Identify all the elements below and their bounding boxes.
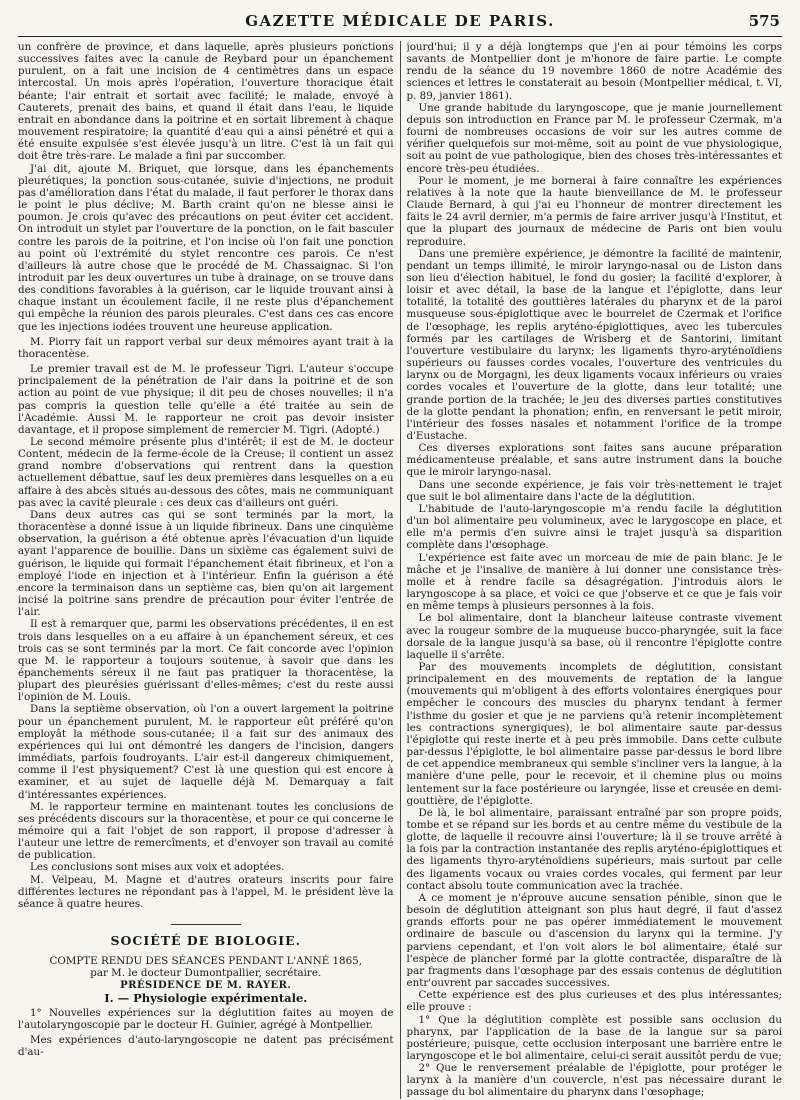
column-divider: [400, 41, 401, 1099]
paragraph: M. Velpeau, M. Magne et d'autres orateurs inscrits pour faire différentes lectures ne répondant pas à l'appel, M. le président lève la séance à quatre heures.: [18, 873, 394, 910]
paragraph: De là, le bol alimentaire, paraissant entraîné par son propre poids, tombe et se répand sur les bords et au centre même du vestibule de la glotte, de laquelle il recouvre ainsi l'ouverture; là il se trouve arrêté à la fois par la contraction instantanée des replis aryténo-épiglottiques et des ligaments thyro-aryténoïdiens supérieurs, mais surtout par celle des ligaments vocaux ou vraies cordes vocales, qui ferment par leur contact absolu toute communication avec la trachée.: [406, 806, 782, 892]
paragraph: Pour le moment, je me bornerai à faire connaître les expériences relatives à la note que la haute bienveillance de M. le professeur Claude Bernard, à qui j'ai eu l'honneur de montrer directement les faits le 24 avril dernier, m'a permis de faire arriver jusqu'à l'Institut, et que la plupart des journaux de médecine de Paris ont bien voulu reproduire.: [406, 174, 782, 248]
paragraph: Une grande habitude du laryngoscope, que je manie journellement depuis son introduction en France par M. le professeur Czermak, m'a fourni de nombreuses occasions de voir sur les autres comme de vérifier quelquefois sur moi-même, soit au point de vue physiologique, soit au point de vue pathologique, bien des choses très-intéressantes et encore très-peu étudiées.: [406, 101, 782, 175]
paragraph: M. Piorry fait un rapport verbal sur deux mémoires ayant trait à la thoracentèse.: [18, 335, 394, 360]
paragraph: Il est à remarquer que, parmi les observations précédentes, il en est trois dans lesquelles on a eu affaire à un épanchement séreux, et ces trois cas se sont terminés par la mort. Ce fait concorde avec l'opinion que M. le rapporteur a toujours soutenue, à savoir que dans les épanchements séreux il ne faut pas pratiquer la thoracentèse, la plupart des pleurésies guérissant d'elles-mêmes; c'est du reste aussi l'opinion de M. Louis.: [18, 618, 394, 704]
paragraph: J'ai dit, ajoute M. Briquet, que lorsque, dans les épanchements pleurétiques, la ponction sous-cutanée, suivie d'injections, ne produit pas d'amélioration dans l'état du malade, il faut perforer le thorax dans le point le plus déclive; M. Barth craint qu'on ne blesse ainsi le poumon. Je crois qu'avec des précautions on peut éviter cet accident. On introduit un stylet par l'ouverture de la ponction, on le fait basculer contre les parois de la poitrine, et l'on incise où l'on fait une ponction au point où l'extrémité du stylet rencontre ces parois. Ce n'est d'ailleurs là autre chose que le procédé de M. Chassaignac. Si l'on introduit par les deux ouvertures un tube à drainage, on se trouve dans des conditions favorables à la guérison, car le liquide trouvant ainsi à chaque instant un écoulement facile, il ne reste plus d'épanchement qui empêche la réunion des parois pleurales. C'est dans ces cas encore que les injections iodées trouvent une heureuse application.: [18, 162, 394, 333]
paragraph: Dans deux autres cas qui se sont terminés par la mort, la thoracentèse a donné issue à un liquide fibrineux. Dans une cinquième observation, la guérison a été obtenue après l'évacuation d'un liquide ayant l'apparence de bouillie. Dans un sixième cas également suivi de guérison, le liquide qui formait l'épanchement était fibrineux, et l'on a employé l'iode en injection et à l'intérieur. Enfin la guérison a été encore la terminaison dans un septième cas, bien qu'on ait largement incisé la poitrine sans prendre de précaution pour éviter l'entrée de l'air.: [18, 508, 394, 619]
section-title: SOCIÉTÉ DE BIOLOGIE.: [110, 933, 302, 949]
paragraph: L'expérience est faite avec un morceau de mie de pain blanc. Je le mâche et je l'insalive de manière à lui donner une consistance très-molle et à rendre facile sa désagrégation. J'introduis alors le laryngoscope à sa place, et voici ce que j'observe et ce que je fais voir en même temps à plusieurs personnes à la fois.: [406, 551, 782, 613]
paragraph: Mes expériences d'auto-laryngoscopie ne datent pas précisément d'au-: [18, 1034, 394, 1059]
paragraph: 1° Que la déglutition complète est possible sans occlusion du pharynx, par l'application de la base de la langue sur sa paroi postérieure, puisque, cette occlusion interposant une barrière entre le laryngoscope et le bol alimentaire, celui-ci serait aussitôt perdu de vue;: [406, 1013, 782, 1062]
presidence-line: PRÉSIDENCE DE M. RAYER.: [120, 979, 292, 991]
paragraph: Le second mémoire présente plus d'intérêt; il est de M. le docteur Content, médecin de la ferme-école de la Creuse; il contient un assez grand nombre d'observations qui rentrent dans la question actuellement débattue, sauf les deux premières dans lesquelles on a eu affaire à des abcès situés au-dessous des côtes, mais ne communiquant pas avec la cavité pleurale : ces deux cas d'ailleurs ont guéri.: [18, 436, 394, 509]
two-column-body: [18, 41, 782, 1099]
paragraph: 2° Que le renversement préalable de l'épiglotte, pour protéger le larynx à la manière d'un couvercle, n'est pas nécessaire durant le passage du bol alimentaire du pharynx dans l'œsophage;: [406, 1062, 782, 1099]
paragraph: Cette expérience est des plus curieuses et des plus intéressantes; elle prouve :: [406, 989, 782, 1014]
paragraph: Dans une seconde expérience, je fais voir très-nettement le trajet que suit le bol alimentaire dans l'acte de la déglutition.: [406, 478, 782, 503]
left-column: [18, 41, 394, 1099]
paragraph: Par des mouvements incomplets de déglutition, consistant principalement en des mouvements de reptation de la langue (mouvements qui m'obligent à des efforts volontaires énergiques pour empêcher le concours des muscles du pharynx tendant à fermer l'isthme du gosier et que je ne parviens qu'à retenir incomplètement les contractions synergiques), le bol alimentaire saute par-dessus l'épiglotte qui reste inerte et à peu près immobile. Dans cette culbute par-dessus l'épiglotte, le bol alimentaire passe par-dessus le bord libre de cet appendice membraneux qui semble s'incliner vers la langue, à la manière d'une pelle, pour le recevoir, et il chemine plus ou moins lentement sur la face postérieure ou laryngée, lisse et creusée en demi-gouttière, de l'épiglotte.: [406, 660, 782, 807]
paragraph: A ce moment je n'éprouve aucune sensation pénible, sinon que le besoin de déglutition atteignant son plus haut degré, il faut d'assez grands efforts pour ne pas opérer immédiatement le mouvement ordinaire de bascule ou d'ascension du larynx qui la termine. J'y parviens cependant, et l'on voit alors le bol alimentaire, étalé sur l'espèce de plancher formé par la glotte contractée, disparaître de là par fragments dans l'œsophage par des essais contenus de déglutition entr'ouvrent par saccades successives.: [406, 891, 782, 990]
paragraph: Dans une première expérience, je démontre la facilité de maintenir, pendant un temps illimité, le miroir laryngo-nasal ou de Liston dans son lieu d'élection habituel, le fond du gosier; la facilité d'explorer, à loisir et avec détail, la base de la langue et l'épiglotte, dans leur totalité, la totalité des gouttières latérales du pharynx et de la paroi musqueuse sous-épiglottique avec le bourrelet de Czermak et l'orifice de l'œsophage, les replis aryténo-épiglottiques, avec les tubercules formés par les cartilages de Wrisberg et de Santorini, limitant l'ouverture vestibulaire du larynx; les ligaments thyro-aryténoïdiens supérieurs ou fausses cordes vocales, l'ouverture des ventricules du larynx ou de Morgagni, les deux ligaments vocaux inférieurs ou vraies cordes vocales et l'ouverture de la glotte, dans leur totalité; une grande portion de la trachée; le jeu des diverses parties constitutives de la glotte pendant la phonation; enfin, en renversant le petit miroir, l'intérieur des fosses nasales et notamment l'orifice de la trompe d'Eustache.: [406, 247, 782, 442]
paragraph: M. le rapporteur termine en maintenant toutes les conclusions de ses précédents discours sur la thoracentèse, et pour ce qui concerne le mémoire qui a fait l'objet de son rapport, il propose d'adresser à l'auteur une lettre de remercîments, et d'envoyer son travail au comité de publication.: [18, 800, 394, 862]
paragraph: Dans la septième observation, où l'on a ouvert largement la poitrine pour un épanchement purulent, M. le rapporteur eût préféré qu'on employât la méthode sous-cutanée; il a fait sur des animaux des expériences qui lui ont démontré les dangers de l'incision, dangers immédiats, parfois foudroyants. L'air est-il dangereux chimiquement, comme il l'est physiquement? C'est là une question qui est encore à examiner, et au sujet de laquelle déjà M. Demarquay a fait d'intéressantes expériences.: [18, 703, 394, 801]
compte-rendu-line: COMPTE RENDU DES SÉANCES PENDANT L'ANNÉ 1865,: [49, 955, 362, 968]
separator-rule: [171, 924, 241, 925]
paragraph: Les conclusions sont mises aux voix et adoptées.: [30, 861, 285, 874]
paragraph: Ces diverses explorations sont faites sans aucune préparation médicamenteuse préalable, et sans autre instrument dans la bouche que le miroir laryngo-nasal.: [406, 442, 782, 479]
right-column: [407, 41, 783, 1099]
running-header: [18, 10, 782, 37]
journal-title: GAZETTE MÉDICALE DE PARIS.: [245, 12, 555, 30]
section-heading: [18, 924, 394, 947]
secretary-line: par M. le docteur Dumontpallier, secrétaire.: [90, 967, 322, 980]
paragraph: Le bol alimentaire, dont la blancheur laiteuse contraste vivement avec la rougeur sombre de la muqueuse bucco-pharyngée, suit la face dorsale de la langue jusqu'à sa base, où il rencontre l'épiglotte contre laquelle il s'arrête.: [406, 612, 782, 661]
paragraph: L'habitude de l'auto-laryngoscopie m'a rendu facile la déglutition d'un bol alimentaire peu volumineux, avec le larygoscope en place, et elle m'a permis d'en suivre ainsi le trajet jusqu'à sa disparition complète dans l'œsophage.: [406, 502, 782, 552]
paragraph: jourd'hui; il y a déjà longtemps que j'en ai pour témoins les corps savants de Montpellier dont je m'honore de faire partie. Le compte rendu de la séance du 19 novembre 1860 de notre Académie des sciences et lettres le constaterait au besoin (Montpellier médical, t. VI, p. 89, janvier 1861).: [406, 41, 782, 102]
subsection-title: I. — Physiologie expérimentale.: [104, 990, 308, 1005]
paragraph: un confrère de province, et dans laquelle, après plusieurs ponctions successives faites avec la canule de Reybard pour un épanchement purulent, on a fait une incision de 4 centimètres dans un espace intercostal. Un mois après l'opération, l'ouverture thoracique était béante; l'air entrait et sortait avec facilité; le malade, envoyé à Cauterets, prenait des bains, et quand il était dans l'eau, le liquide entrait en abondance dans la poitrine et en sortait librement à chaque mouvement respiratoire; la quantité d'eau qui a ainsi pénétré et qui a été ensuite expulsée s'est élevée jusqu'à un litre. C'est là un fait qui doit être très-rare. Le malade a fini par succomber.: [18, 41, 394, 163]
item-heading: 1° Nouvelles expériences sur la déglutition faites au moyen de l'autolaryngoscopie par le docteur H. Guinier, agrégé à Montpellier.: [18, 1006, 394, 1032]
page-number: 575: [748, 12, 780, 30]
paragraph: Le premier travail est de M. le professeur Tigri. L'auteur s'occupe principalement de la pénétration de l'air dans la poitrine et de son action au point de vue physique; il dit peu de choses nouvelles; il n'a pas compris la question telle qu'elle a été traitée au sein de l'Académie. Aussi M. le rapporteur ne croit pas devoir insister davantage, et il propose simplement de remercier M. Tigri. (Adopté.): [18, 363, 394, 436]
